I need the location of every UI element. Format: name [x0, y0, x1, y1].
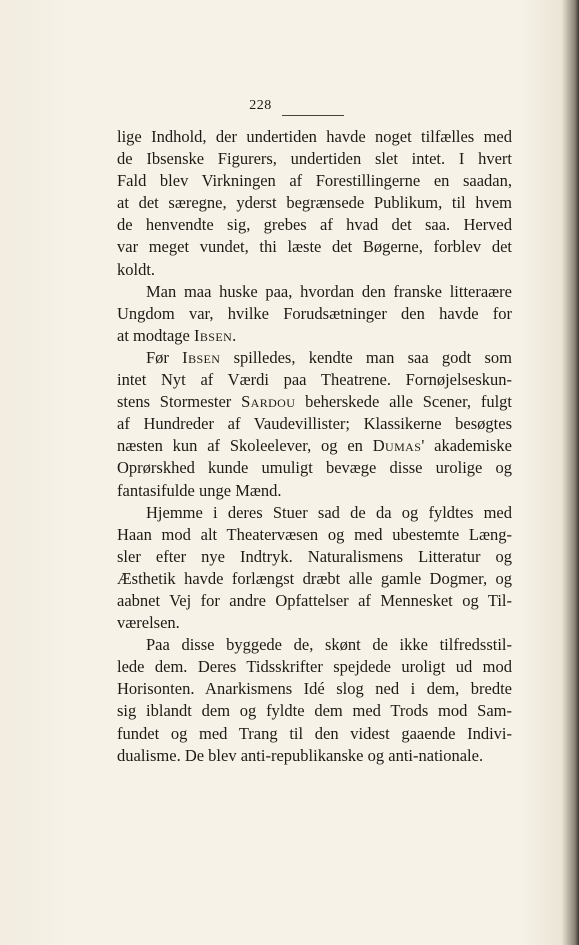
text-line: Haan mod alt Theatervæsen og med ubestemte Læng- — [117, 524, 512, 544]
text-line: værelsen. — [117, 613, 180, 633]
text-line: koldt. — [117, 259, 156, 279]
text-run: næsten kun af Skoleelever, og en — [117, 436, 373, 456]
text-line: lige Indhold, der undertiden havde noget tilfælles med — [117, 127, 512, 146]
paragraph — [117, 126, 512, 281]
text-line: var meget vundet, thi læste det Bøgerne, forblev det — [117, 237, 512, 257]
text-line — [117, 325, 512, 347]
text-run: spilledes, kendte man saa godt som — [220, 347, 512, 367]
text-line: de Ibsenske Figurers, undertiden slet intet. I hvert — [117, 149, 512, 169]
text-line: fundet og med Trang til den videst gaaende Indivi- — [117, 723, 512, 743]
text-line: dualisme. De blev anti-republikanske og anti-nationale. — [117, 745, 484, 765]
text-line: Paa disse byggede de, skønt de ikke tilfredsstil- — [146, 635, 512, 655]
paragraph — [117, 281, 512, 347]
text-line: Æsthetik havde forlængst dræbt alle gamle Dogmer, og — [117, 568, 512, 588]
text-line — [117, 435, 512, 457]
text-run: . — [232, 325, 237, 345]
text-run: ' akademiske — [421, 436, 513, 456]
text-line: aabnet Vej for andre Opfattelser af Mennesket og Til- — [117, 590, 512, 610]
text-line: Oprørskhed kunde umuligt bevæge disse urolige og — [117, 458, 512, 478]
text-run: beherskede alle Scener, fulgt — [295, 392, 512, 412]
text-line: de henvendte sig, grebes af hvad det saa. Herved — [117, 215, 512, 235]
small-caps-name: Sardou — [241, 392, 296, 412]
text-line: sig iblandt dem og fyldte dem med Trods mod Sam- — [117, 701, 512, 721]
text-line: intet Nyt af Værdi paa Theatrene. Fornøjelseskun- — [117, 370, 512, 390]
text-line: Man maa huske paa, hvordan den franske litteraære — [146, 281, 512, 301]
text-line: Hjemme i deres Stuer sad de da og fyldtes med — [146, 502, 512, 522]
text-line: Ungdom var, hvilke Forudsætninger den havde for — [117, 303, 512, 323]
paragraph — [117, 502, 512, 635]
text-line: lede dem. Deres Tidsskrifter spejdede uroligt ud mod — [117, 657, 512, 677]
text-run: stens Stormester — [117, 392, 242, 412]
text-line: at det særegne, yderst begrænsede Publikum, til hvem — [117, 193, 512, 213]
paragraph — [117, 347, 512, 502]
small-caps-name: Ibsen — [182, 347, 221, 367]
small-caps-name: Dumas — [372, 436, 422, 456]
paragraph — [117, 634, 512, 767]
text-line: sler efter nye Indtryk. Naturalismens Litteratur og — [117, 546, 512, 566]
text-line: fantasifulde unge Mænd. — [117, 480, 282, 500]
text-line — [117, 347, 512, 369]
body-text — [117, 126, 512, 767]
text-run: at modtage — [117, 325, 194, 345]
text-line: af Hundreder af Vaudevillister; Klassikerne besøgtes — [117, 414, 512, 434]
text-line — [117, 391, 512, 413]
text-run: Før — [146, 347, 183, 367]
page-number: 228 — [249, 98, 272, 113]
text-line: Fald blev Virkningen af Forestillingerne en saadan, — [117, 171, 512, 191]
small-caps-name: Ibsen — [193, 325, 233, 345]
text-line: Horisonten. Anarkismens Idé slog ned i dem, bredte — [117, 679, 512, 699]
page-number-rule — [282, 115, 344, 116]
